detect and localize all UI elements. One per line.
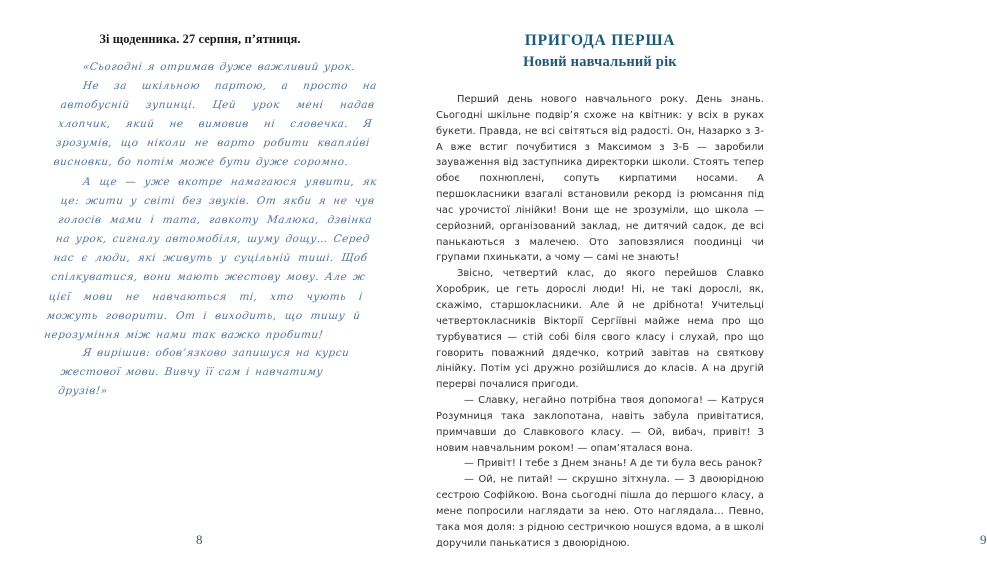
story-text-block (436, 92, 764, 551)
diary-paragraph: Я вирішив: обов’язково запишуся на курси жестової мови. Вивчу її сам і навчатиму друзів!» (57, 347, 351, 398)
page-number-left: 8 (196, 532, 203, 547)
diary-heading: Зі щоденника. 27 серпня, п’ятниця. (99, 32, 301, 46)
diary-paragraph: Не за шкільною партою, а просто на автобусній зупинці. Цей урок мені надав хлопчик, який не вимовив ні словечка. Я зрозумів, що ніколи не варто робити кваплúві висновки, бо потім може бути дуже соромно. (52, 80, 378, 169)
chapter-title: ПРИГОДА ПЕРША (524, 32, 676, 49)
diary-paragraph: А ще — уже вкотре намагаюся уявити, як це: жити у світі без звуків. От якби я не чув голосів мами і тата, гавкоту Малюка, дзвінка на урок, сигналу автомобіля, шуму дощу… Серед нас є люди, які живуть у суцільній тиші. Щоб спілкуватися, вони мають жестову мову. Але ж цієї мови не навчаються ті, хто чують і можуть говорити. От і виходить, що тишу й нерозуміння між нами так важко пробити! (43, 175, 378, 341)
chapter-subtitle: Новий навчальний рік (523, 54, 677, 70)
story-paragraph: Перший день нового навчального року. День знань. Сьогодні шкільне подвір’я схоже на квітник: у всіх в руках букети. Правда, не всі світяться від радості. Он, Назарко з 3-А вже встиг почубитися з Максимом з 3-Б — заробили зауваження від заступника директорки школи. Стоять тепер обоє похнюплені, сопуть кирпатими носами. А першокласники взагалі встановили рекорд із рюмсання під час урочистої лінійки! Вони ще не зрозуміли, що школа — серйозний, організований заклад, не дитячий садок, де всі панькаються з малечею. Ото заповзялися поодинці чи групами пхинькати, а чому — самі не знають! (436, 94, 764, 264)
diary-paragraph: «Сьогодні я отримав дуже важливий урок. (82, 61, 357, 73)
left-page (0, 0, 400, 570)
story-paragraph: — Ой, не питай! — скрушно зітхнула. — З двоюрідною сестрою Софійкою. Вона сьогодні пішла до першого класу, а мене попросили наглядати за нею. Ото наглядала… Певно, така моя доля: з рідною сестричкою ношуся вдома, а в школі доручили панькатися з двоюрідною. (436, 474, 764, 549)
diary-text-block (43, 58, 378, 402)
story-paragraph: — Привіт! І тебе з Днем знань! А де ти була весь ранок? (464, 458, 763, 470)
page-number-right: 9 (980, 532, 987, 547)
right-page (400, 0, 987, 570)
story-paragraph: Звісно, четвертий клас, до якого перейшов Славко Хоробрик, це геть дорослі люди! Ні, не такі дорослі, як, скажімо, старшокласники. Але й не дрібнота! Учительці четвертокласників Вікторії Сергіївні майже нема про що турбуватися — стій собі біля свого класу і слухай, про що говорить поважний дядечко, котрий завітав на святкову лінійку. Потім усі дружно розійшлися до класів. А на другій перерві почалися пригоди. (436, 268, 764, 391)
story-paragraph: — Славку, негайно потрібна твоя допомога! — Катруся Розумниця така заклопотана, навіть забула привітатися, примчавши до Славкового класу. — Ой, вибач, привіт! З новим навчальним роком! — опам’яталася вона. (436, 395, 764, 454)
